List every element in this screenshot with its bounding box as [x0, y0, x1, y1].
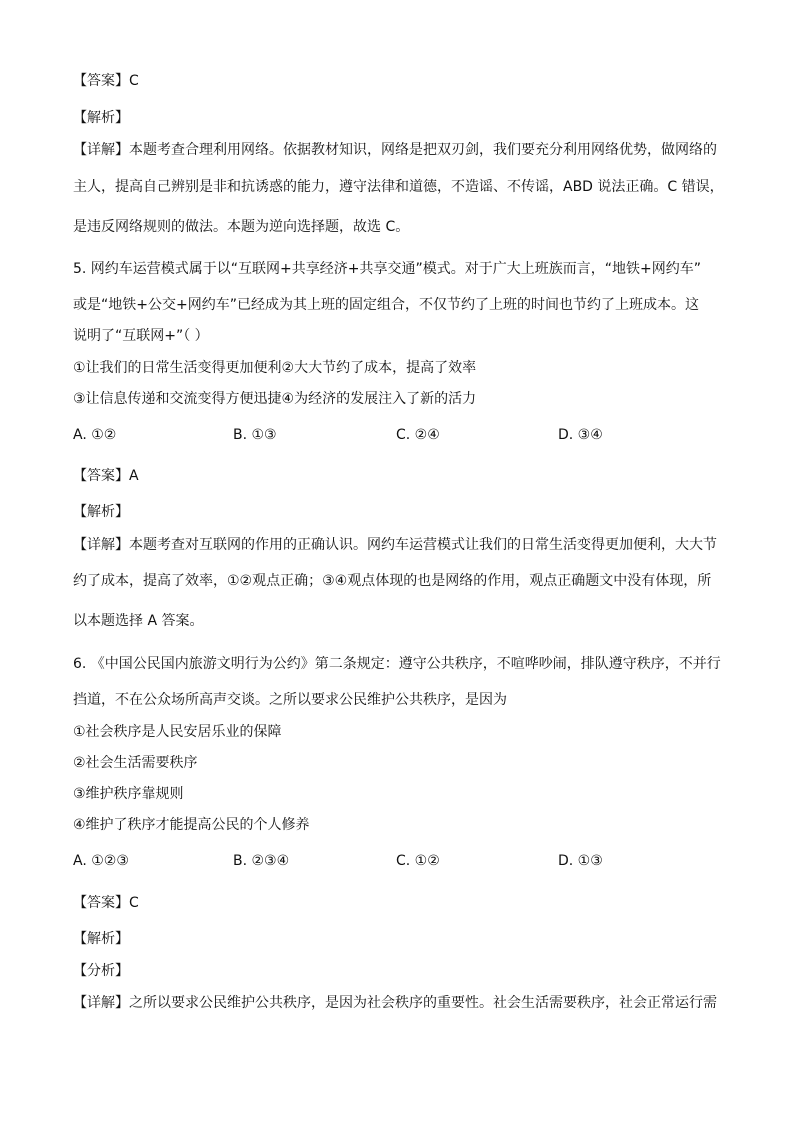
- q5-stem-line: 5. 网约车运营模式属于以“互联网+共享经济+共享交通”模式。对于广大上班族而言，“地铁+网约车”: [73, 261, 702, 277]
- q6-option-b: B. ②③④: [233, 853, 290, 869]
- q6-statement: ②社会生活需要秩序: [73, 755, 198, 771]
- q5-statement: ①让我们的日常生活变得更加便利②大大节约了成本，提高了效率: [73, 360, 477, 376]
- q6-stem-line: 6. 《中国公民国内旅游文明行为公约》第二条规定：遵守公共秩序，不喧哗吵闹，排队遵守秩序，不并行: [73, 656, 721, 672]
- q6-option-c: C. ①②: [396, 853, 440, 869]
- q6-answer: 【答案】C: [73, 895, 139, 911]
- q6-statement: ①社会秩序是人民安居乐业的保障: [73, 724, 282, 740]
- q6-option-d: D. ①③: [558, 853, 603, 869]
- q6-analysis2-heading: 【分析】: [73, 963, 129, 979]
- q5-stem-line: 或是“地铁+公交+网约车”已经成为其上班的固定组合，不仅节约了上班的时间也节约了上班成本。这: [73, 297, 699, 313]
- q5-detail-line: 【详解】本题考查对互联网的作用的正确认识。网约车运营模式让我们的日常生活变得更加便利，大大节: [73, 537, 717, 553]
- q5-option-d: D. ③④: [558, 427, 603, 443]
- q5-statement: ③让信息传递和交流变得方便迅捷④为经济的发展注入了新的活力: [73, 391, 477, 407]
- q4-detail-line: 【详解】本题考查合理利用网络。依据教材知识，网络是把双刃剑，我们要充分利用网络优势，做网络的: [73, 142, 717, 158]
- q4-detail-line: 是违反网络规则的做法。本题为逆向选择题，故选 C。: [73, 219, 410, 235]
- q6-stem-line: 挡道，不在公众场所高声交谈。之所以要求公民维护公共秩序，是因为: [73, 692, 507, 708]
- q6-statement: ④维护了秩序才能提高公民的个人修养: [73, 817, 310, 833]
- q5-detail-line: 约了成本，提高了效率，①②观点正确；③④观点体现的也是网络的作用，观点正确题文中没有体现，所: [73, 573, 712, 589]
- q6-analysis-heading: 【解析】: [73, 931, 129, 947]
- q5-analysis-heading: 【解析】: [73, 504, 129, 520]
- q5-detail-line: 以本题选择 A 答案。: [73, 613, 204, 629]
- q5-stem-line: 说明了“互联网+”（ ）: [73, 328, 209, 344]
- q5-option-a: A. ①②: [73, 427, 117, 443]
- q5-option-b: B. ①③: [233, 427, 277, 443]
- q5-answer: 【答案】A: [73, 468, 139, 484]
- q6-option-a: A. ①②③: [73, 853, 129, 869]
- q6-statement: ③维护秩序靠规则: [73, 786, 184, 802]
- q4-detail-line: 主人，提高自己辨别是非和抗诱惑的能力，遵守法律和道德，不造谣、不传谣，ABD 说法正确。C 错误，: [73, 179, 724, 195]
- q4-answer: 【答案】C: [73, 73, 139, 89]
- q5-option-c: C. ②④: [396, 427, 440, 443]
- q4-analysis-heading: 【解析】: [73, 110, 129, 126]
- q6-detail-line: 【详解】之所以要求公民维护公共秩序，是因为社会秩序的重要性。社会生活需要秩序，社会正常运行需: [73, 995, 717, 1011]
